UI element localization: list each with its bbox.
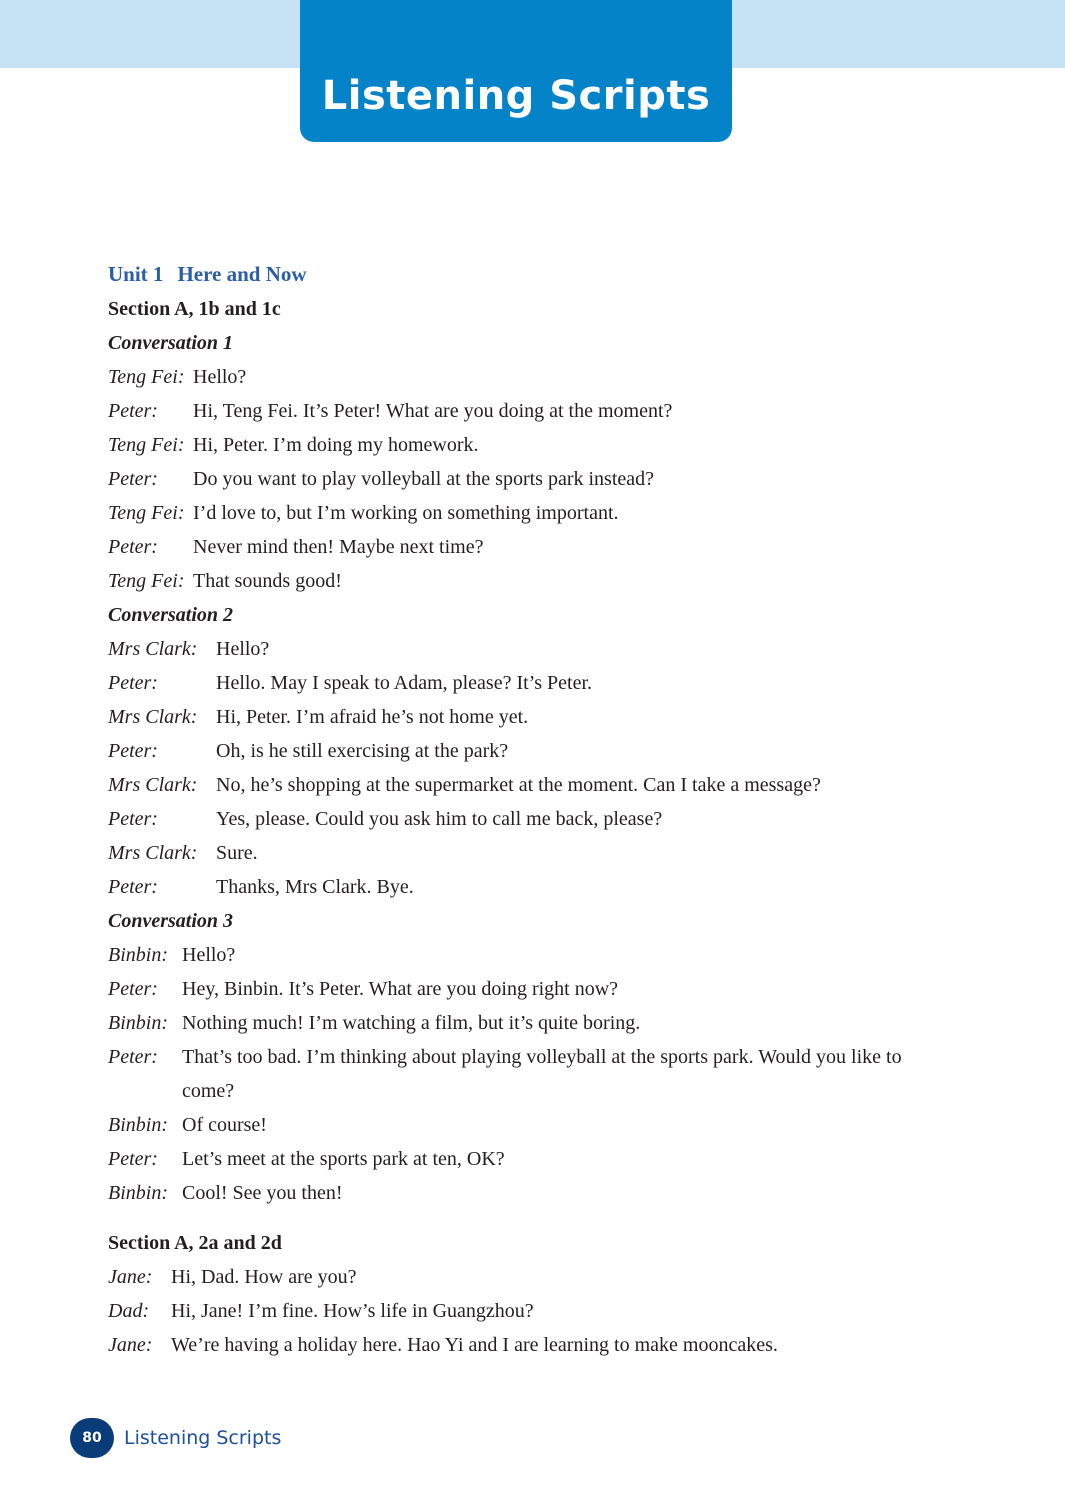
speaker-name: Peter: xyxy=(108,468,158,490)
dialogue-line xyxy=(108,360,948,394)
dialogue-text: Hello. May I speak to Adam, please? It’s Peter. xyxy=(216,672,593,694)
page-number-badge: 80 xyxy=(70,1418,114,1458)
dialogue-text: I’d love to, but I’m working on something important. xyxy=(193,502,619,524)
script-content xyxy=(108,256,948,1362)
dialogue-line xyxy=(108,1294,948,1328)
footer-label: Listening Scripts xyxy=(124,1427,282,1449)
dialogue-line xyxy=(108,530,948,564)
dialogue-line xyxy=(108,1142,948,1176)
dialogue-line xyxy=(108,1176,948,1210)
dialogue-line xyxy=(108,632,948,666)
dialogue-line xyxy=(108,564,948,598)
dialogue-line xyxy=(108,428,948,462)
dialogue-line xyxy=(108,666,948,700)
conversation-heading: Conversation 3 xyxy=(108,910,234,932)
dialogue-text: Never mind then! Maybe next time? xyxy=(193,536,484,558)
speaker-name: Peter: xyxy=(108,740,158,762)
dialogue-text: Yes, please. Could you ask him to call me back, please? xyxy=(216,808,663,830)
dialogue-text: That sounds good! xyxy=(193,570,342,592)
dialogue-line xyxy=(108,1328,948,1362)
speaker-name: Mrs Clark: xyxy=(108,706,198,728)
unit-title xyxy=(108,256,948,292)
dialogue-text: Hi, Teng Fei. It’s Peter! What are you doing at the moment? xyxy=(193,400,673,422)
dialogue-line xyxy=(108,938,948,972)
dialogue-line xyxy=(108,1006,948,1040)
speaker-name: Peter: xyxy=(108,978,158,1000)
dialogue-text: Hi, Dad. How are you? xyxy=(171,1266,357,1288)
page-title-tab xyxy=(300,0,732,142)
dialogue-text: Hi, Peter. I’m doing my homework. xyxy=(193,434,479,456)
dialogue-line xyxy=(108,1108,948,1142)
dialogue-text: Hello? xyxy=(182,944,236,966)
dialogue-text: Nothing much! I’m watching a film, but it’s quite boring. xyxy=(182,1012,641,1034)
speaker-name: Mrs Clark: xyxy=(108,842,198,864)
speaker-name: Peter: xyxy=(108,1148,158,1170)
speaker-name: Mrs Clark: xyxy=(108,638,198,660)
dialogue-line xyxy=(108,462,948,496)
speaker-name: Peter: xyxy=(108,536,158,558)
dialogue-text: That’s too bad. I’m thinking about playing volleyball at the sports park. Would you like to come? xyxy=(182,1046,902,1102)
section-heading: Section A, 1b and 1c xyxy=(108,298,281,320)
speaker-name: Dad: xyxy=(108,1300,150,1322)
dialogue-line xyxy=(108,870,948,904)
page-title: Listening Scripts xyxy=(321,73,711,119)
speaker-name: Jane: xyxy=(108,1334,153,1356)
speaker-name: Peter: xyxy=(108,808,158,830)
dialogue-line xyxy=(108,1260,948,1294)
speaker-name: Teng Fei: xyxy=(108,570,185,592)
dialogue-text: Sure. xyxy=(216,842,258,864)
dialogue-text: Hello? xyxy=(193,366,247,388)
conversation-heading: Conversation 2 xyxy=(108,604,234,626)
dialogue-line xyxy=(108,802,948,836)
dialogue-line xyxy=(108,734,948,768)
dialogue-text: Of course! xyxy=(182,1114,267,1136)
unit-name: Here and Now xyxy=(177,262,307,286)
dialogue-text: Do you want to play volleyball at the sports park instead? xyxy=(193,468,655,490)
dialogue-text: Cool! See you then! xyxy=(182,1182,343,1204)
dialogue-line xyxy=(108,1040,948,1108)
dialogue-text: Let’s meet at the sports park at ten, OK? xyxy=(182,1148,505,1170)
speaker-name: Teng Fei: xyxy=(108,366,185,388)
unit-number: Unit 1 xyxy=(108,262,164,286)
speaker-name: Peter: xyxy=(108,1046,158,1068)
dialogue-text: Thanks, Mrs Clark. Bye. xyxy=(216,876,414,898)
speaker-name: Peter: xyxy=(108,400,158,422)
dialogue-line xyxy=(108,700,948,734)
speaker-name: Jane: xyxy=(108,1266,153,1288)
dialogue-line xyxy=(108,496,948,530)
speaker-name: Peter: xyxy=(108,672,158,694)
dialogue-text: Hello? xyxy=(216,638,270,660)
dialogue-text: Oh, is he still exercising at the park? xyxy=(216,740,509,762)
dialogue-line xyxy=(108,972,948,1006)
speaker-name: Binbin: xyxy=(108,1114,168,1136)
dialogue-line xyxy=(108,836,948,870)
speaker-name: Teng Fei: xyxy=(108,502,185,524)
dialogue-line xyxy=(108,394,948,428)
speaker-name: Teng Fei: xyxy=(108,434,185,456)
dialogue-text: Hi, Jane! I’m fine. How’s life in Guangzhou? xyxy=(171,1300,534,1322)
page-footer xyxy=(70,1418,281,1458)
dialogue-text: Hi, Peter. I’m afraid he’s not home yet. xyxy=(216,706,529,728)
dialogue-text: Hey, Binbin. It’s Peter. What are you doing right now? xyxy=(182,978,619,1000)
section-heading: Section A, 2a and 2d xyxy=(108,1232,282,1254)
dialogue-line xyxy=(108,768,948,802)
dialogue-text: No, he’s shopping at the supermarket at the moment. Can I take a message? xyxy=(216,774,821,796)
speaker-name: Binbin: xyxy=(108,944,168,966)
dialogue-text: We’re having a holiday here. Hao Yi and I are learning to make mooncakes. xyxy=(171,1334,778,1356)
speaker-name: Binbin: xyxy=(108,1012,168,1034)
speaker-name: Mrs Clark: xyxy=(108,774,198,796)
speaker-name: Binbin: xyxy=(108,1182,168,1204)
speaker-name: Peter: xyxy=(108,876,158,898)
conversation-heading: Conversation 1 xyxy=(108,332,234,354)
